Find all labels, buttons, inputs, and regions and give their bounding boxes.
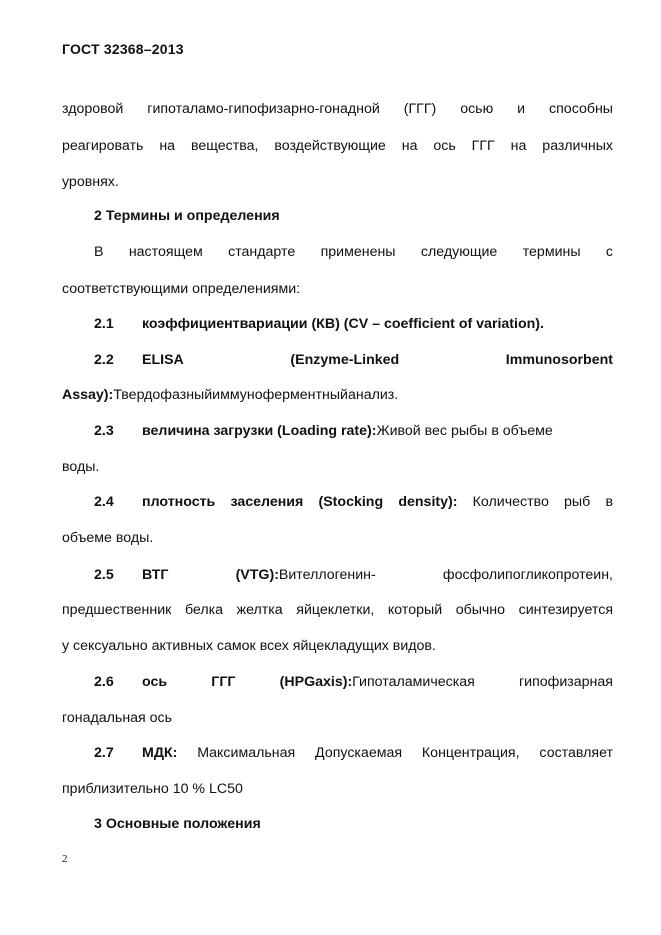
term-2-2-continuation — [62, 386, 613, 404]
term-2-5-continuation-1: предшественник белка желтка яйцеклетки, который обычно синтезируется — [62, 602, 613, 618]
term-title: ВТГ — [142, 567, 169, 583]
term-2-5 — [94, 566, 613, 584]
term-definition: Максимальная Допускаемая Концентрация, составляет — [177, 745, 613, 761]
term-2-2 — [94, 351, 613, 369]
term-2-4 — [94, 493, 613, 511]
term-definition: Вителлогенин- — [278, 567, 376, 583]
term-number: 2.7 — [94, 745, 114, 761]
section-2-heading: 2 Термины и определения — [94, 208, 280, 224]
section-2-para-line-2: соответствующими определениями: — [62, 281, 301, 297]
term-title: (Enzyme-Linked — [290, 352, 400, 368]
term-2-3 — [94, 422, 613, 440]
term-2-7-continuation: приблизительно 10 % LC50 — [62, 781, 243, 797]
page-number: 2 — [62, 853, 68, 865]
section-3-heading: 3 Основные положения — [94, 816, 261, 832]
term-title: ось — [142, 674, 168, 690]
section-2-para-line-1: В настоящем стандарте применены следующие термины с — [94, 244, 613, 260]
page-header: ГОСТ 32368–2013 — [62, 41, 184, 57]
term-definition: гипофизарная — [519, 674, 613, 690]
term-number: 2.2 — [94, 352, 114, 368]
term-2-7 — [94, 744, 613, 762]
term-title: величина загрузки (Loading rate): — [142, 423, 377, 439]
term-2-5-continuation-2: у сексуально активных самок всех яйцекладущих видов. — [62, 638, 436, 654]
term-title: (VTG): — [235, 567, 279, 583]
term-2-6 — [94, 673, 613, 691]
intro-line-2: реагировать на вещества, воздействующие на ось ГГГ на различных — [62, 138, 613, 154]
term-definition: Количество рыб в — [457, 494, 613, 510]
term-title: Assay): — [62, 387, 114, 403]
term-definition: Гипоталамическая — [352, 674, 475, 690]
term-number: 2.5 — [94, 567, 114, 583]
term-2-3-continuation: воды. — [62, 459, 100, 475]
term-definition: Живой вес рыбы в объеме — [376, 423, 553, 439]
term-number: 2.3 — [94, 423, 114, 439]
term-2-4-continuation: объеме воды. — [62, 530, 154, 546]
term-title: Immunosorbent — [505, 352, 613, 368]
term-number: 2.4 — [94, 494, 114, 510]
term-title: МДК: — [142, 745, 178, 761]
term-2-6-continuation: гонадальная ось — [62, 710, 173, 726]
term-number: 2.6 — [94, 674, 114, 690]
intro-line-3: уровнях. — [62, 174, 119, 190]
term-title: (HPGaxis): — [279, 674, 353, 690]
term-title: коэффициентвариации (КВ) (CV – coefficient of variation). — [142, 316, 544, 332]
term-number: 2.1 — [94, 316, 114, 332]
term-title: ELISA — [142, 352, 184, 368]
term-2-1 — [94, 315, 613, 333]
intro-line-1: здоровой гипоталамо-гипофизарно-гонадной (ГГГ) осью и способны — [62, 101, 613, 117]
term-title: плотность заселения (Stocking density): — [142, 494, 458, 510]
term-definition: Твердофазныйиммуноферментныйанализ. — [113, 387, 399, 403]
term-title: ГГГ — [211, 674, 236, 690]
term-definition: фосфолипогликопротеин, — [442, 567, 613, 583]
